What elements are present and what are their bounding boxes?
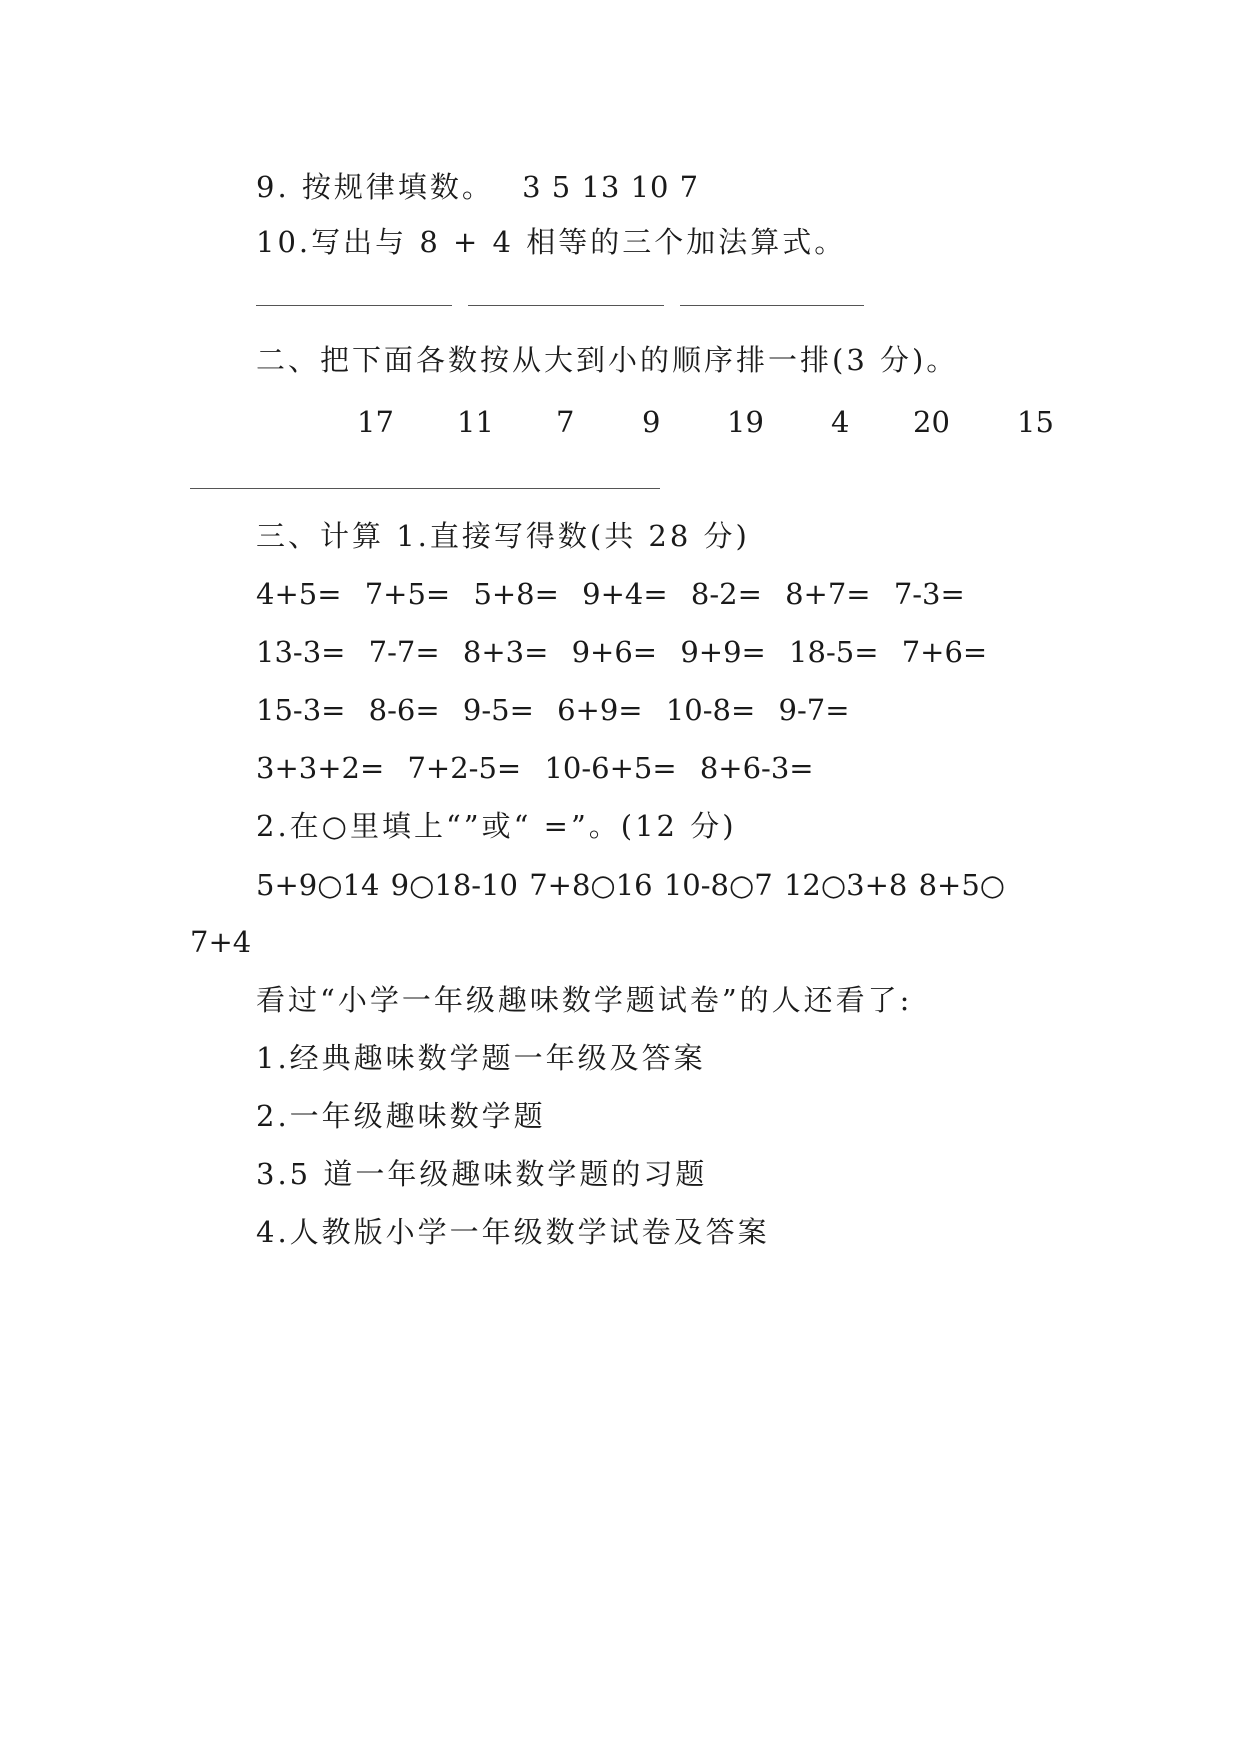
- calc-item: 18-5=: [789, 635, 879, 669]
- related-item[interactable]: 4.人教版小学一年级数学试卷及答案: [256, 1215, 770, 1249]
- calc-item: 7+5=: [364, 577, 451, 611]
- calc-item: 13-3=: [256, 635, 346, 669]
- calc-item: 8-2=: [690, 577, 762, 611]
- ranking-numbers: [0, 402, 1241, 442]
- related-item[interactable]: 2.一年级趣味数学题: [256, 1099, 546, 1133]
- calc-item: 7+6=: [901, 635, 988, 669]
- compare-line-wrap: 7+4: [190, 925, 252, 959]
- calc-item: 7+2-5=: [407, 751, 522, 785]
- calc-item: 9-7=: [778, 693, 850, 727]
- calc-item: 8+7=: [785, 577, 871, 611]
- section-2-title: 二、把下面各数按从大到小的顺序排一排(3 分)。: [256, 343, 959, 377]
- calc-item: 9+6=: [571, 635, 658, 669]
- answer-blank[interactable]: [468, 305, 664, 306]
- calc-item: 8+3=: [462, 635, 549, 669]
- calc-item: 6+9=: [557, 693, 643, 727]
- calc-row: [256, 748, 814, 788]
- calc-item: 9+4=: [582, 577, 668, 611]
- calc-item: 9-5=: [462, 693, 534, 727]
- question-9-sequence: 3 5 13 10 7: [522, 170, 700, 204]
- question-9-label: 9. 按规律填数。: [256, 170, 494, 204]
- ranking-answer-blank[interactable]: [190, 488, 660, 489]
- question-9: [256, 167, 699, 207]
- related-item[interactable]: 1.经典趣味数学题一年级及答案: [256, 1041, 706, 1075]
- ranking-number: 20: [913, 405, 950, 439]
- calc-row: [256, 574, 965, 614]
- calc-row: [256, 690, 850, 730]
- question-10: 10.写出与 8 + 4 相等的三个加法算式。: [256, 225, 847, 259]
- related-item[interactable]: 3.5 道一年级趣味数学题的习题: [256, 1157, 708, 1191]
- ranking-number: 17: [357, 405, 394, 439]
- ranking-number: 9: [642, 405, 661, 439]
- calc-item: 7-7=: [368, 635, 440, 669]
- calc-item: 10-6+5=: [544, 751, 677, 785]
- calc-item: 3+3+2=: [256, 751, 385, 785]
- calc-item: 10-8=: [665, 693, 756, 727]
- calc-item: 7-3=: [893, 577, 965, 611]
- calc-item: 15-3=: [256, 693, 346, 727]
- ranking-number: 11: [457, 405, 494, 439]
- section-3-title: 三、计算 1.直接写得数(共 28 分): [256, 519, 750, 553]
- ranking-number: 15: [1017, 405, 1054, 439]
- calc-item: 8+6-3=: [699, 751, 814, 785]
- calc-row: [256, 632, 987, 672]
- ranking-number: 4: [831, 405, 850, 439]
- ranking-number: 7: [556, 405, 575, 439]
- related-title: 看过“小学一年级趣味数学题试卷”的人还看了:: [256, 983, 913, 1017]
- section-3-part-2-title: 2.在○里填上“”或“ =”。(12 分): [256, 809, 737, 843]
- calc-item: 5+8=: [473, 577, 559, 611]
- compare-line: 5+9○14 9○18-10 7+8○16 10-8○7 12○3+8 8+5○: [256, 868, 1006, 902]
- answer-blank[interactable]: [256, 305, 452, 306]
- calc-item: 8-6=: [368, 693, 440, 727]
- ranking-number: 19: [727, 405, 764, 439]
- answer-blank[interactable]: [680, 305, 864, 306]
- calc-item: 4+5=: [256, 577, 342, 611]
- calc-item: 9+9=: [680, 635, 766, 669]
